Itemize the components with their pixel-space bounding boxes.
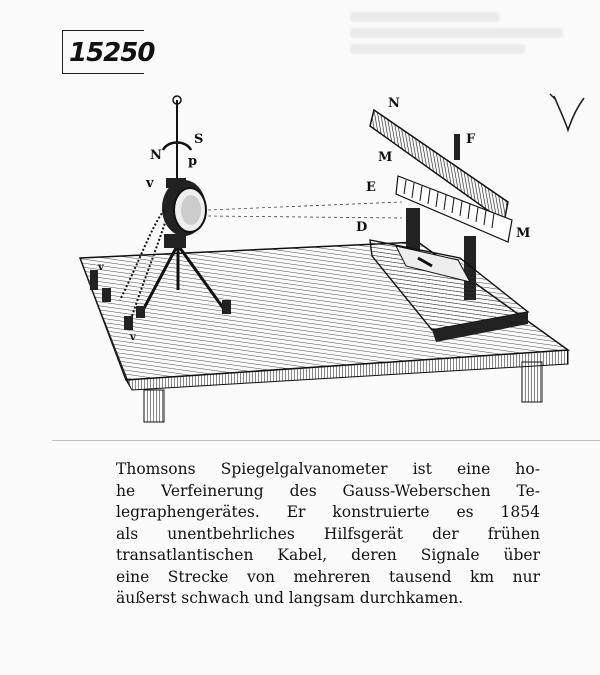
figure-label-S: S <box>194 132 204 147</box>
table <box>80 242 568 422</box>
bleed-through-text <box>350 6 600 54</box>
figure-label-N-galvanometer: N <box>150 148 162 163</box>
caption-line: legraphengerätes. Er konstruierte es 1854 <box>116 503 540 521</box>
figure-label-v-bottom: v <box>130 332 136 343</box>
figure-label-N-screen: N <box>388 96 400 111</box>
figure-label-M-upper: M <box>378 150 393 165</box>
light-beam <box>208 202 402 218</box>
caption-line: he Verfeinerung des Gauss-Weberschen Te- <box>116 481 540 500</box>
figure-label-E: E <box>366 180 376 195</box>
figure-label-M-lower: M <box>516 226 531 241</box>
figure-label-p: p <box>188 154 198 169</box>
figure-label-F: F <box>466 132 476 147</box>
caption-line: als unentbehrliches Hilfsgerät der frühen <box>116 524 540 543</box>
caption-line: Thomsons Spiegelgalvanometer ist eine ho- <box>116 460 540 478</box>
caption-line: äußerst schwach und langsam durchkamen. <box>116 589 464 607</box>
caption-text <box>116 459 540 610</box>
catalog-number: 15250 <box>62 30 144 74</box>
galvanometer-engraving <box>60 90 580 430</box>
figure-label-v-left: v <box>98 262 104 273</box>
caption-line: transatlantischen Kabel, deren Signale über <box>116 546 540 564</box>
figure-label-D: D <box>356 220 368 235</box>
section-divider <box>52 440 600 441</box>
caption-line: eine Strecke von mehreren tausend km nur <box>116 567 540 586</box>
figure-label-v-upper: v <box>146 176 154 191</box>
